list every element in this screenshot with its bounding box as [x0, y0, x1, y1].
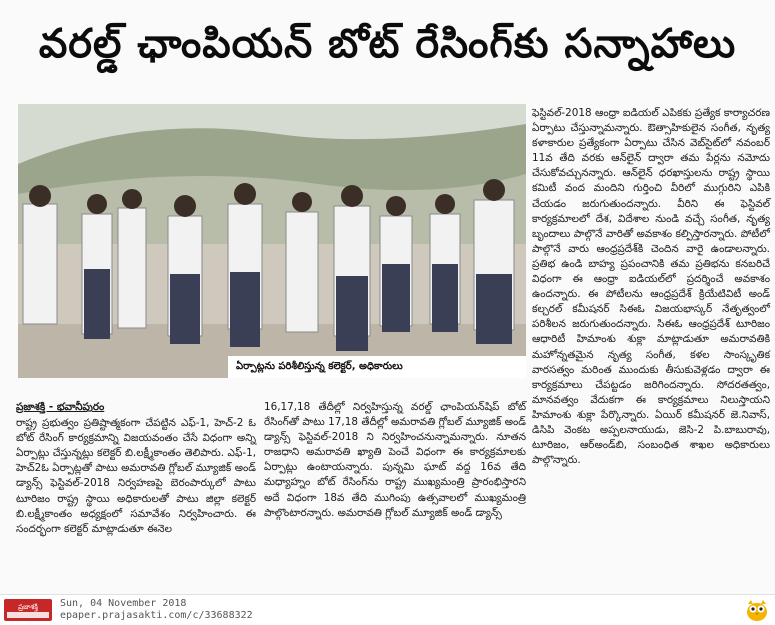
footer [0, 594, 775, 625]
headline: వరల్డ్ ఛాంపియన్ బోట్ రేసింగ్‌కు సన్నాహాలు [38, 21, 737, 67]
article-text-right: ఫెస్టివల్-2018 ఆంధ్రా ఐడియల్ ఎపికకు ప్రత్యేక కార్యాచరణ ఏర్పాటు చేస్తున్నామన్నారు. ఔత్సాహికులైన సంగీత, నృత్య కళాకారుల ప్రత్యేకంగా ఏర్పాటు చేసిన వెబ్‌సైట్‌లో నవంబర్ 11వ తేది వరకు ఆన్‌లైన్ ద్వారా తమ పేర్లను నమోదు చేసుకోవచ్చునన్నారు. ఆన్‌లైన్ ధరఖాస్తులను రాష్ట్ర స్థాయి కమిటీ వంద మందిని గుర్తించి వీరిలో ముగ్గురిని ఎపికి చేయడం జరుగుతుందన్నారు. వీరిని ఈ ఫెస్టివల్ కార్యక్రమాలలో దేశ, విదేశాల నుండి వచ్చే సంగీత, నృత్య బృందాలు పాల్గొనే వారితో అవకాశం కల్పిస్తారన్నారు. పోటీలో పాల్గొనే వారు ఆంధ్రప్రదేశ్‌కి చెందిన వారై ఉండాలన్నారు. ప్రతిభ ఉండి బాహ్య ప్రపంచానికి తమ ప్రతిభను కనబరిచే విధంగా ఈ ఆంధ్రా ఐడియల్‌లో ప్రదర్శించే అవకాశం ఉందన్నారు. ఈ పోటీలను ఆంధ్రప్రదేశ్ క్రియేటివిటీ అండ్ కల్చరల్ కమీషనర్ సిఈఓ విజయభాస్కర్ నేతృత్వంలో పరిశీలన జరుగుతుందన్నారు. సిఈఓ ఆంధ్రప్రదేశ్ టూరిజం ఆధారిటీ హిమాంశు శుక్లా మాట్లాడుతూ అమరావతికి మహోన్నతమైన నృత్య సంగీత, కళల సాంస్కృతిక వారసత్వం మరింత ముందుకు తీసుకువెళ్లడం ద్వారా ఈ కార్యక్రమాలు చేపట్టడం జరిగిందన్నారు. సోదరతత్వం, మానవత్వం వేదుకగా ఈ కార్యక్రమాలు నిలుస్తాయని హిమాంశు శుక్లా పేర్కొన్నారు. ఏయిర్ కమీషనర్ జె.నివాస్, డిసిపి వెంకట అప్పలనాయుడు, జెసి-2 పి.బాబురావు, టూరిజం, ఆర్అండ్‌బి, సంబంధిత శాఖల అధికారులు పాల్గొన్నారు. [532, 107, 770, 467]
article-text-left: రాష్ట్ర ప్రభుత్వం ప్రతిష్టాత్మకంగా చేపట్టిన ఎఫ్-1, హెచ్-2 ఓ బోట్ రేసింగ్ కార్యక్రమాన్ని విజయవంతం చేసే విధంగా అన్ని ఏర్పాట్లు చేస్తున్నట్లు కలెక్టర్ బి.లక్ష్మీకాంతం తెలిపారు. ఎఫ్-1, హెచ్2ఓ ఏర్పాట్లతో పాటు అమరావతి గ్లోబల్ మ్యూజిక్ అండ్ డ్యాన్స్ ఫెస్టివల్-2018 నిర్వహణపై బెరంపార్కులో పాటు టూరిజం రాష్ట్ర స్థాయి అధికారులతో పాటు జిల్లా కలెక్టర్ బి.లక్ష్మీకాంతం అధ్యక్షంలో సమావేశం నిర్వహించారు. ఈ సందర్భంగా కలెక్టర్ మాట్లాడుతూ ఈనెల [16, 417, 256, 535]
owl-icon [744, 598, 770, 622]
news-photo [18, 104, 526, 378]
epaper-url[interactable]: epaper.prajasakti.com/c/33688322 [60, 610, 253, 621]
article-column-left [16, 400, 256, 537]
logo-text: ప్రజాశక్తి [18, 603, 38, 611]
article-column-right [532, 106, 770, 468]
photo-caption: ఏర్పాట్లను పరిశీలిస్తున్న కలెక్టర్, అధికారులు [228, 356, 526, 378]
article-column-middle [264, 400, 526, 521]
prajasakti-logo[interactable] [4, 599, 52, 621]
photo-illustration [18, 104, 526, 378]
publication-date: Sun, 04 November 2018 [60, 598, 187, 609]
article-text-middle: 16,17,18 తేదీల్లో నిర్వహిస్తున్న వరల్డ్ ఛాంపియన్‌షిప్ బోట్ రేసింగ్‌తో పాటు 17,18 తేదీల్లో అమరావతి గ్లోబల్ మ్యూజిక్ అండ్ డ్యాన్స్ ఫెస్టివల్-2018 ని నిర్వహించనున్నామన్నారు. నూతన రాజధాని అమరావతి ఖ్యాతి పెంచే విధంగా ఈ కార్యక్రమాలకు ఏర్పాట్లు ఉంటాయన్నారు. పున్నమి ఘాట్ వద్ద 16వ తేది మధ్యాహ్నం బోట్ రేసింగ్‌ను రాష్ట్ర ముఖ్యమంత్రి ప్రారంభిస్తారని అదే విధంగా 18వ తేది ముగింపు ఉత్సవాలలో ముఖ్యమంత్రి పాల్గొంటారన్నారు. అమరావతి గ్లోబల్ మ్యూజిక్ అండ్ డ్యాన్స్ [264, 401, 526, 519]
byline: ప్రజాశక్తి - భవానీపురం [16, 401, 105, 413]
